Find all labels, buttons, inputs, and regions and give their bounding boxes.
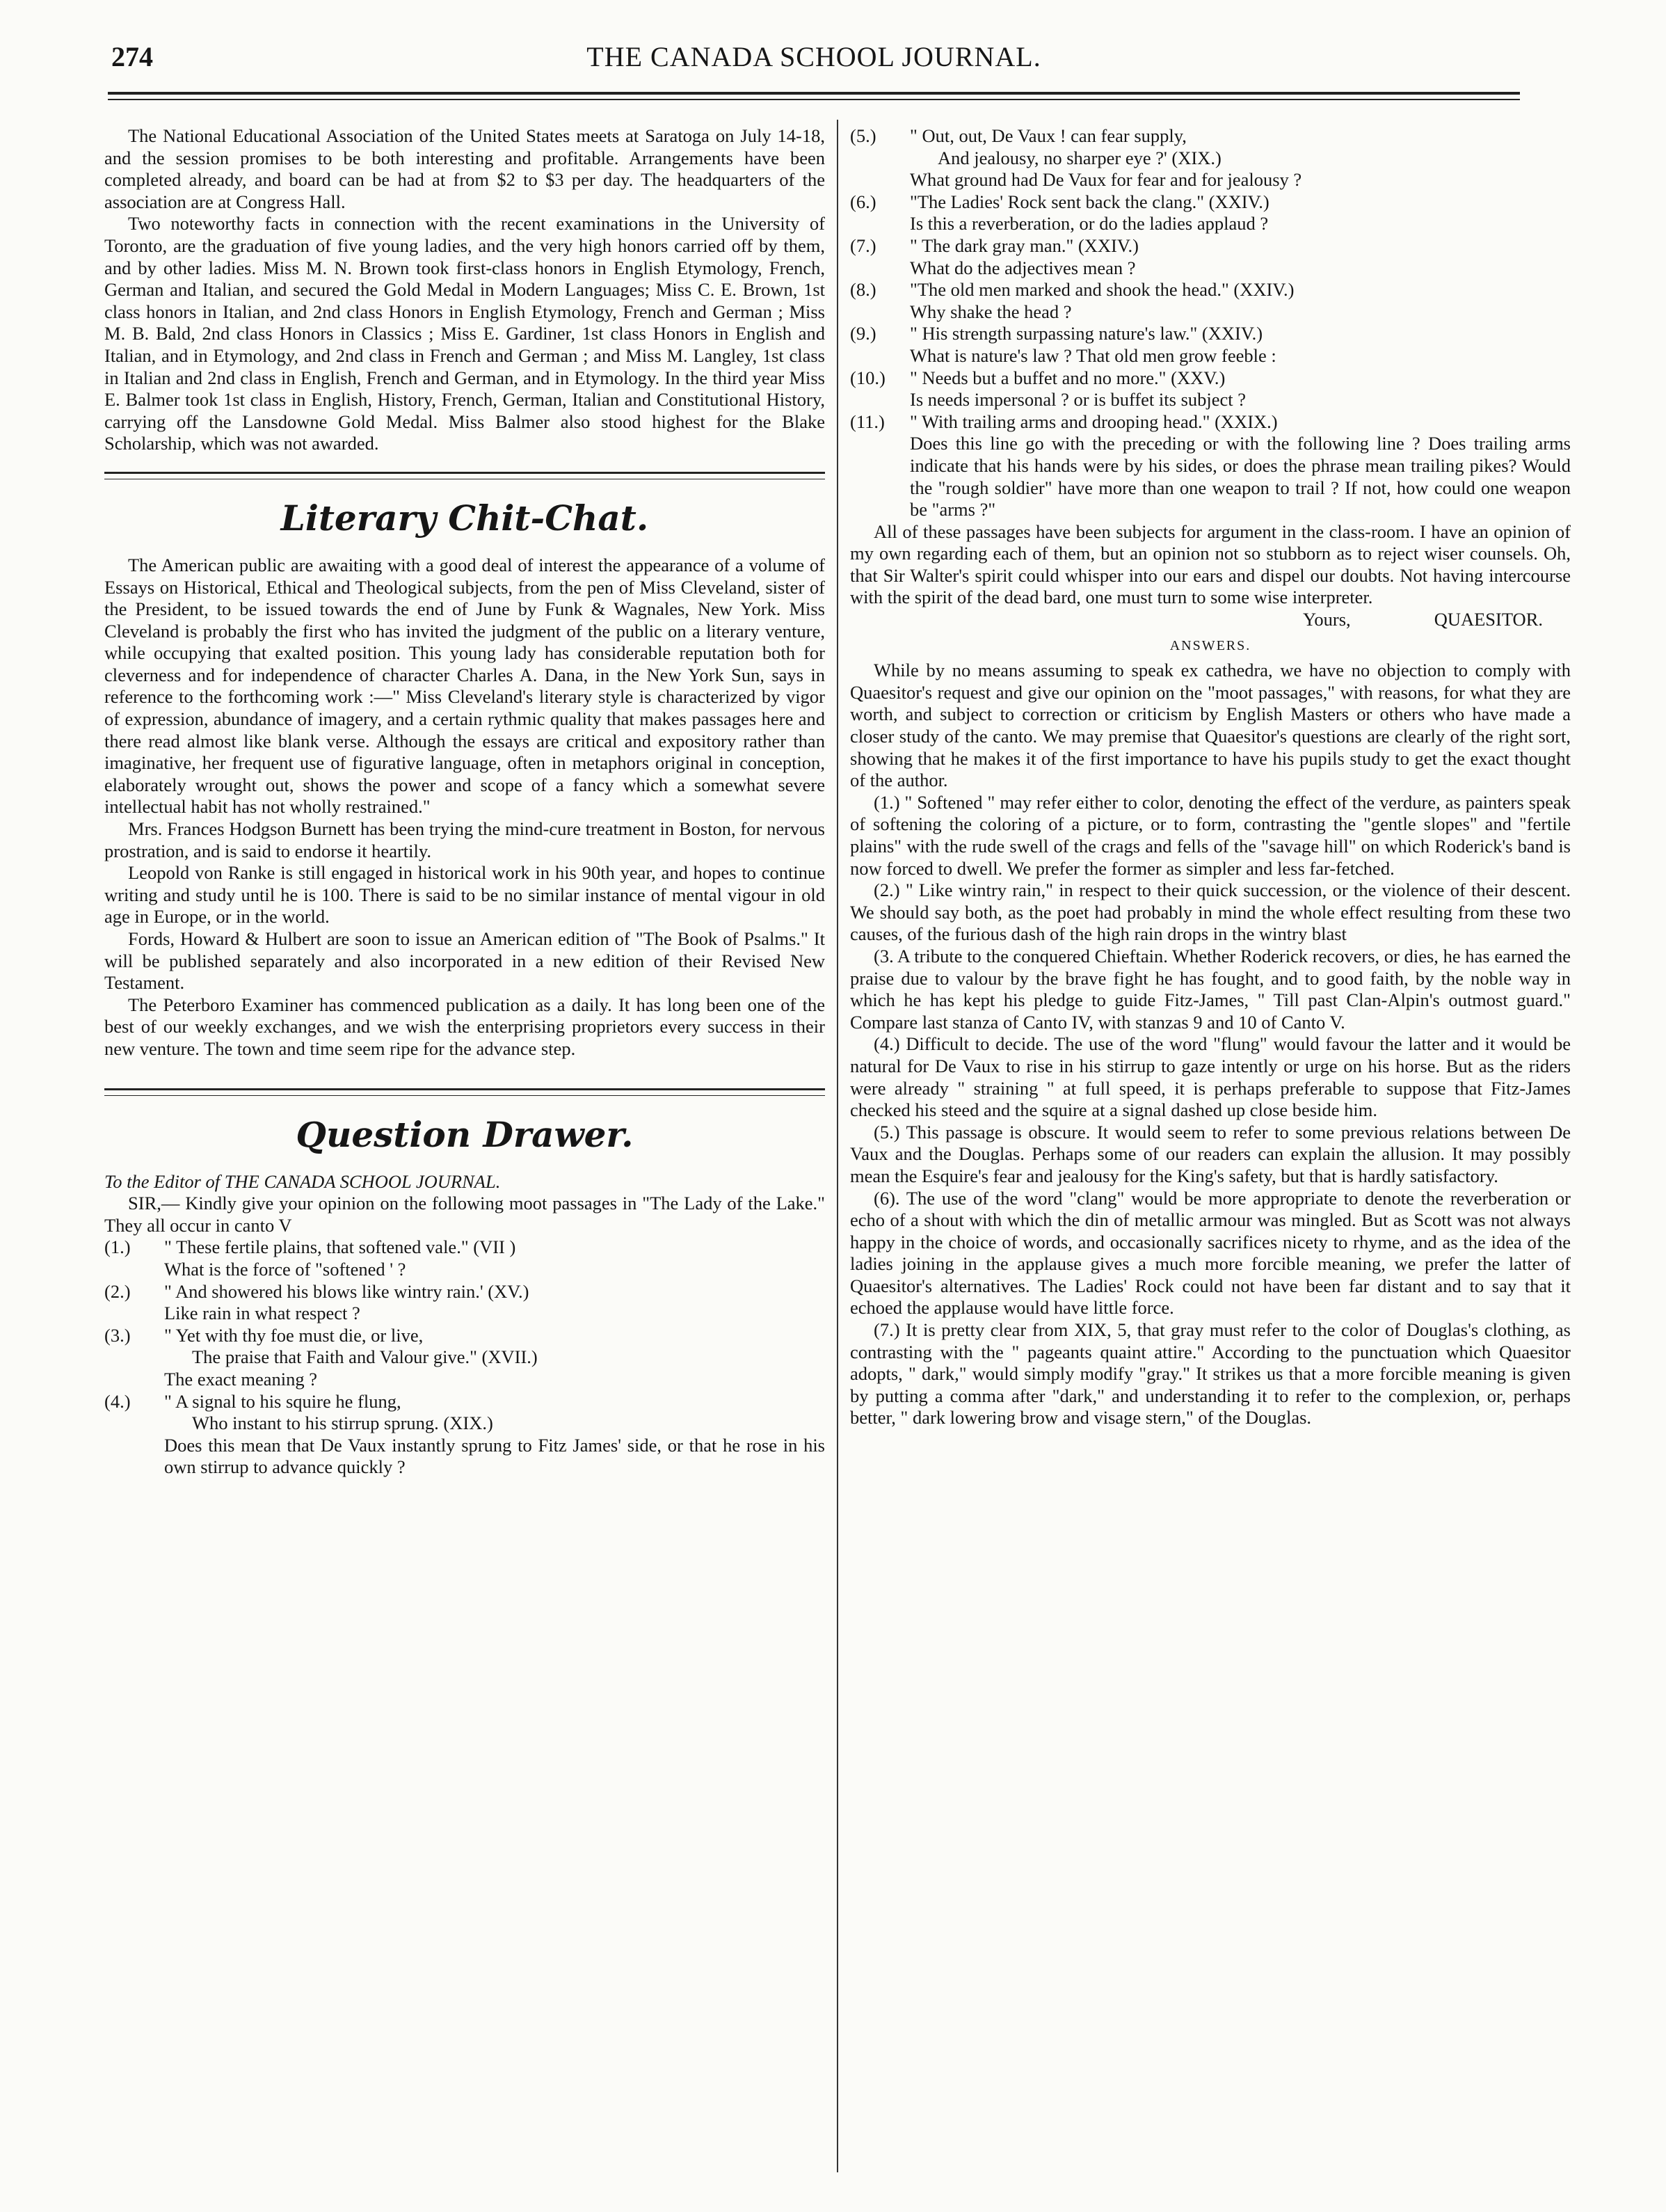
signature: [850, 609, 1571, 631]
question-text: Like rain in what respect ?: [164, 1303, 360, 1324]
question-11: [850, 411, 1571, 521]
section-title-literary: Literary Chit-Chat.: [280, 497, 649, 539]
question-10: [850, 367, 1571, 411]
question-number: (9.): [850, 323, 876, 344]
answer-intro: While by no means assuming to speak ex cathedra, we have no objection to comply with Quaesitor's request and give our opinion on the "moot passages," with reasons, for what they are worth, and subject to correction or criticism by English Masters or others who have made a closer study of the canto. We may premise that Quaesitor's questions are clearly of the right sort, showing that he makes it of the first importance to have his pupils study to get the exact thought of the author.: [850, 660, 1571, 791]
paragraph-closing: All of these passages have been subjects for argument in the class-room. I have an opinion of my own regarding each of them, but an opinion not so stubborn as to reject wiser counsels. Oh, that Sir Walter's spirit could whisper into our ears and dispel our doubts. Not having intercourse with the spirit of the dead bard, one must turn to some wise interpreter.: [850, 520, 1571, 608]
question-text: Does this line go with the preceding or with the following line ? Does trailing arms indicate that his hands were by his sides, or does the phrase mean trailing pikes? Would the "rough soldier" have more than one weapon to trail ? If not, how could one weapon be "arms ?": [910, 433, 1571, 520]
question-number: (3.): [104, 1324, 131, 1346]
question-text: What do the adjectives mean ?: [910, 257, 1136, 278]
question-2: [104, 1281, 825, 1325]
question-5: [850, 125, 1571, 191]
answer-1: (1.) " Softened " may refer either to color, denoting the effect of the verdure, as painters speak of softening the coloring of a picture, or to form, contrasting the "gentle slopes" and "fertile plains" with the rude swell of the crags and fells of the "savage hill" on which Roderick's band is now forced to dwell. We prefer the former as simpler and less far-fetched.: [850, 791, 1571, 879]
question-8: [850, 279, 1571, 323]
question-quote: " Yet with thy foe must die, or live,: [164, 1324, 424, 1346]
question-quote: And jealousy, no sharper eye ?' (XIX.): [938, 147, 1222, 168]
question-number: (10.): [850, 367, 886, 388]
question-6: [850, 191, 1571, 235]
question-quote: " These fertile plains, that softened vale." (VII ): [164, 1236, 516, 1258]
question-number: (6.): [850, 191, 876, 212]
question-text: What is nature's law ? That old men grow feeble :: [910, 344, 1276, 366]
section-rule: [104, 472, 825, 474]
question-number: (4.): [104, 1390, 131, 1412]
header-rule-thick: [108, 92, 1520, 95]
signature-yours: Yours,: [1302, 609, 1351, 630]
paragraph-toronto: Two noteworthy facts in connection with the recent examinations in the University of Toronto, are the graduation of five young ladies, and the very high honors carried off by them, and by other ladies. Miss M. N. Brown took first-class honors in English Etymology, French, German and Italian, and secured the Gold Medal in Modern Languages; Miss C. E. Brown, 1st class honors in Italian, and 2nd class Honors in English Etymology, French and German ; Miss M. B. Bald, 2nd class Honors in Classics ; Miss E. Gardiner, 1st class Honors in English and Italian, and in Etymology, and 2nd class in French and German ; and Miss M. Langley, 1st class in Italian and 2nd class in English, French and German, and in Etymology. In the third year Miss E. Balmer took 1st class in English, History, French, German, Italian and Constitutional History, carrying off the Lansdowne Gold Medal. Miss Balmer also stood highest for the Blake Scholarship, which was not awarded.: [104, 213, 825, 454]
question-number: (1.): [104, 1236, 131, 1258]
paragraph-examiner: The Peterboro Examiner has commenced publication as a daily. It has long been one of the best of our weekly exchanges, and we wish the enterprising proprietors every success in their new venture. The town and time seem ripe for the advance step.: [104, 994, 825, 1059]
page-number: 274: [111, 41, 153, 72]
paragraph-nea: The National Educational Association of the United States meets at Saratoga on July 14-18, and the session promises to be both interesting and profitable. Arrangements have been completed already, and board can be had at from $2 to $3 per day. The headquarters of the association are at Congress Hall.: [104, 125, 825, 212]
paragraph-burnett: Mrs. Frances Hodgson Burnett has been trying the mind-cure treatment in Boston, for nervous prostration, and is said to endorse it heartily.: [104, 818, 825, 861]
question-number: (11.): [850, 411, 885, 432]
question-text: The exact meaning ?: [164, 1368, 317, 1390]
question-quote: " With trailing arms and drooping head." (XXIX.): [910, 411, 1278, 432]
signature-name: QUAESITOR.: [1434, 609, 1543, 630]
question-9: [850, 323, 1571, 367]
question-quote: " His strength surpassing nature's law." (XXIV.): [910, 323, 1263, 344]
question-quote: "The Ladies' Rock sent back the clang." (XXIV.): [910, 191, 1269, 212]
answer-4: (4.) Difficult to decide. The use of the word "flung" would favour the latter and it would be natural for De Vaux to rise in his stirrup to gaze intently or urge on his horse. But as the riders were already " straining " at full speed, it is perhaps preferable to suppose that Fitz-James checked his steed and the squire at a signal dashed up close beside him.: [850, 1033, 1571, 1121]
question-quote: " Out, out, De Vaux ! can fear supply,: [910, 125, 1187, 146]
question-number: (5.): [850, 125, 876, 146]
question-text: Does this mean that De Vaux instantly sprung to Fitz James' side, or that he rose in his own stirrup to advance quickly ?: [164, 1434, 825, 1478]
answer-6: (6). The use of the word "clang" would be more appropriate to denote the reverberation or echo of a shout with which the din of metallic armour was mingled. But as Scott was not always happy in the choice of words, and occasionally sacrifices nicety to rhyme, and as the idea of the ladies joining in the applause gives a much more forcible meaning, we prefer the latter of Quaesitor's alternatives. The Ladies' Rock could not have been far distant and to say that it echoed the applause would have little force.: [850, 1187, 1571, 1319]
page-header: [111, 40, 1516, 82]
journal-title: THE CANADA SCHOOL JOURNAL.: [586, 41, 1041, 72]
right-column: [850, 125, 1571, 1429]
question-4: [104, 1391, 825, 1479]
question-quote: " A signal to his squire he flung,: [164, 1390, 401, 1412]
question-text: Is this a reverberation, or do the ladies applaud ?: [910, 213, 1269, 234]
question-7: [850, 235, 1571, 279]
paragraph-ranke: Leopold von Ranke is still engaged in historical work in his 90th year, and hopes to continue writing and study until he is 100. There is said to be no similar instance of mental vigour in old age in Europe, or in the world.: [104, 862, 825, 928]
question-3: [104, 1325, 825, 1391]
section-rule: [104, 1088, 825, 1090]
question-text: Is needs impersonal ? or is buffet its subject ?: [910, 389, 1247, 411]
header-rule-thin: [108, 99, 1520, 100]
answer-3: (3. A tribute to the conquered Chieftain. Whether Roderick recovers, or dies, he has earned the praise due to valour by the brave fight he has fought, and to good faith, by the noble way in which he has kept his pledge to guide Fitz-James, " Till past Clan-Alpin's outmost guard." Compare last stanza of Canto IV, with stanzas 9 and 10 of Canto V.: [850, 945, 1571, 1033]
question-text: What ground had De Vaux for fear and for jealousy ?: [910, 169, 1302, 191]
question-text: What is the force of "softened ' ?: [164, 1258, 406, 1280]
salutation: SIR,— Kindly give your opinion on the following moot passages in "The Lady of the Lake." They all occur in canto V: [104, 1193, 825, 1236]
left-column: [104, 125, 825, 1479]
question-text: Why shake the head ?: [910, 301, 1072, 322]
answer-5: (5.) This passage is obscure. It would seem to refer to some previous relations between De Vaux and the Douglas. Perhaps some of our readers can explain the allusion. It may possibly mean the Esquire's fear and jealousy for the King's safety, but that is hardly satisfactory.: [850, 1121, 1571, 1186]
section-rule: [104, 1095, 825, 1096]
question-1: [104, 1236, 825, 1280]
paragraph-cleveland: The American public are awaiting with a good deal of interest the appearance of a volume of Essays on Historical, Ethical and Theological subjects, from the pen of Miss Cleveland, sister of the President, to be issued towards the end of June by Funk & Wagnales, New York. Miss Cleveland is probably the first who has invited the judgment of the public on a literary venture, while occupying that exalted position. This young lady has considerable reputation both for cleverness and for independence of character Charles A. Dana, in the New York Sun, says in reference to the forthcoming work :—" Miss Cleveland's literary style is characterized by vigor of expression, abundance of imagery, and a certain rythmic quality that makes passages here and there read almost like blank verse. Although the essays are critical and expository rather than imaginative, her frequent use of figurative language, often in metaphors original in conception, elaborately wrought out, shows the power and scope of a fancy which a somewhat severe intellectual habit has not wholly restrained.": [104, 554, 825, 818]
question-quote: "The old men marked and shook the head." (XXIV.): [910, 279, 1295, 301]
section-title-question-drawer: Question Drawer.: [296, 1113, 634, 1155]
column-divider: [837, 120, 838, 2172]
question-quote: " Needs but a buffet and no more." (XXV.): [910, 367, 1226, 388]
to-editor-line: To the Editor of THE CANADA SCHOOL JOURNAL.: [104, 1170, 501, 1192]
question-quote: " The dark gray man." (XXIV.): [910, 234, 1139, 256]
question-quote: " And showered his blows like wintry rain.' (XV.): [164, 1280, 529, 1302]
answers-heading: ANSWERS.: [1169, 637, 1251, 653]
paragraph-psalms: Fords, Howard & Hulbert are soon to issue an American edition of "The Book of Psalms." It will be published separately and also incorporated in a new edition of their Revised New Testament.: [104, 928, 825, 994]
question-number: (2.): [104, 1280, 131, 1302]
question-quote: Who instant to his stirrup sprung. (XIX.): [192, 1413, 493, 1434]
answer-2: (2.) " Like wintry rain," in respect to their quick succession, or the violence of their descent. We should say both, as the poet had probably in mind the whole effect resulting from these two causes, of the furious dash of the high rain drops in the wintry blast: [850, 880, 1571, 945]
question-quote: The praise that Faith and Valour give." (XVII.): [192, 1346, 538, 1368]
question-number: (7.): [850, 234, 876, 256]
answer-7: (7.) It is pretty clear from XIX, 5, that gray must refer to the color of Douglas's clothing, as contrasting with the " pageants quaint attire." According to the punctuation which Quaesitor adopts, " dark," would simply modify "gray." It strikes us that a more forcible meaning is given by putting a comma after "dark," and understanding it to refer to the complexion, or, perhaps better, " dark lowering brow and visage stern," of the Douglas.: [850, 1319, 1571, 1429]
question-number: (8.): [850, 279, 876, 301]
